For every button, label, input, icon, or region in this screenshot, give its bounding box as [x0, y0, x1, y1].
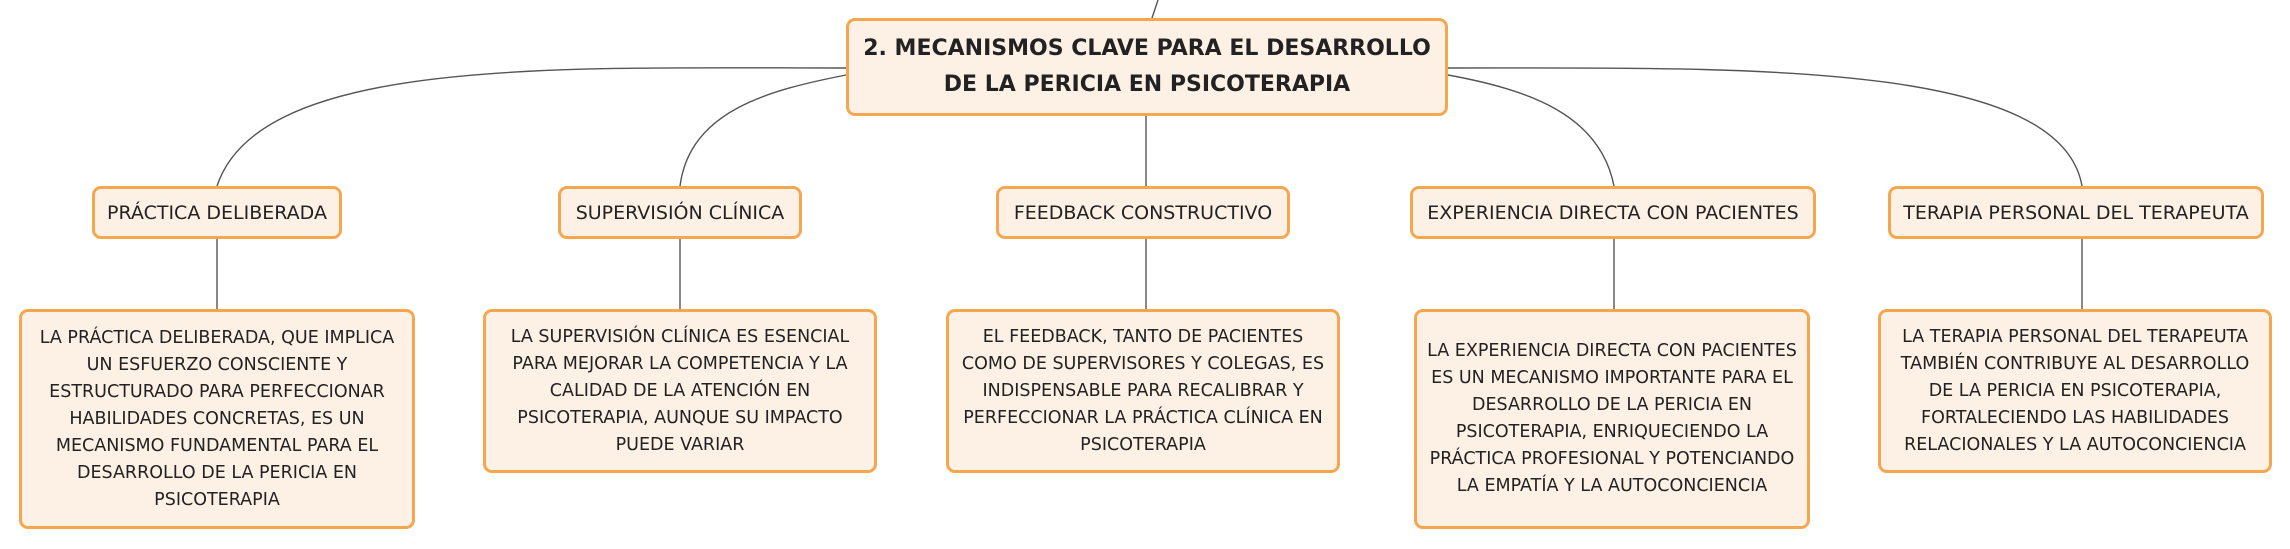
leaf-text: LA EXPERIENCIA DIRECTA CON PACIENTES ES UN MECANISMO IMPORTANTE PARA EL DESARROLLO DE LA PERICIA EN PSICOTERAPIA, ENRIQUECIENDO LA PRÁCTICA PROFESIONAL Y POTENCIANDO LA EMPATÍA Y LA AUTOCONCIENCIA [1427, 341, 1797, 496]
branch-supervision-clinica[interactable] [558, 186, 802, 239]
branch-feedback-constructivo[interactable] [996, 186, 1290, 239]
branch-label: TERAPIA PERSONAL DEL TERAPEUTA [1903, 201, 2249, 224]
connector-root-branch-5 [1448, 68, 2082, 186]
connector-root-branch-4 [1448, 75, 1614, 186]
branch-practica-deliberada[interactable] [92, 186, 342, 239]
leaf-experiencia-directa[interactable] [1414, 309, 1810, 529]
leaf-terapia-personal[interactable] [1878, 309, 2272, 473]
leaf-text: LA PRÁCTICA DELIBERADA, QUE IMPLICA UN ESFUERZO CONSCIENTE Y ESTRUCTURADO PARA PERFECCIONAR HABILIDADES CONCRETAS, ES UN MECANISMO FUNDAMENTAL PARA EL DESARROLLO DE LA PERICIA EN PSICOTERAPIA [39, 327, 395, 510]
root-topic[interactable] [846, 18, 1448, 116]
connector-root-branch-2 [680, 75, 846, 186]
branch-label: EXPERIENCIA DIRECTA CON PACIENTES [1427, 201, 1799, 224]
branch-label: FEEDBACK CONSTRUCTIVO [1013, 201, 1273, 224]
connector-root-branch-1 [217, 68, 846, 186]
root-topic-label: 2. MECANISMOS CLAVE PARA EL DESARROLLO DE LA PERICIA EN PSICOTERAPIA [863, 36, 1431, 97]
branch-terapia-personal[interactable] [1888, 186, 2264, 239]
leaf-text: LA SUPERVISIÓN CLÍNICA ES ESENCIAL PARA MEJORAR LA COMPETENCIA Y LA CALIDAD DE LA ATENCIÓN EN PSICOTERAPIA, AUNQUE SU IMPACTO PUEDE VARIAR [510, 326, 850, 455]
leaf-practica-deliberada[interactable] [19, 309, 415, 529]
branch-label: PRÁCTICA DELIBERADA [107, 201, 327, 224]
connector-parent-root [1152, 0, 1158, 18]
branch-label: SUPERVISIÓN CLÍNICA [575, 201, 785, 224]
leaf-text: LA TERAPIA PERSONAL DEL TERAPEUTA TAMBIÉN CONTRIBUYE AL DESARROLLO DE LA PERICIA EN PSICOTERAPIA, FORTALECIENDO LAS HABILIDADES RELACIONALES Y LA AUTOCONCIENCIA [1900, 326, 2250, 455]
leaf-feedback-constructivo[interactable] [946, 309, 1340, 473]
leaf-text: EL FEEDBACK, TANTO DE PACIENTES COMO DE SUPERVISORES Y COLEGAS, ES INDISPENSABLE PARA RECALIBRAR Y PERFECCIONAR LA PRÁCTICA CLÍNICA EN PSICOTERAPIA [961, 326, 1325, 455]
leaf-supervision-clinica[interactable] [483, 309, 877, 473]
branch-experiencia-directa[interactable] [1410, 186, 1816, 239]
